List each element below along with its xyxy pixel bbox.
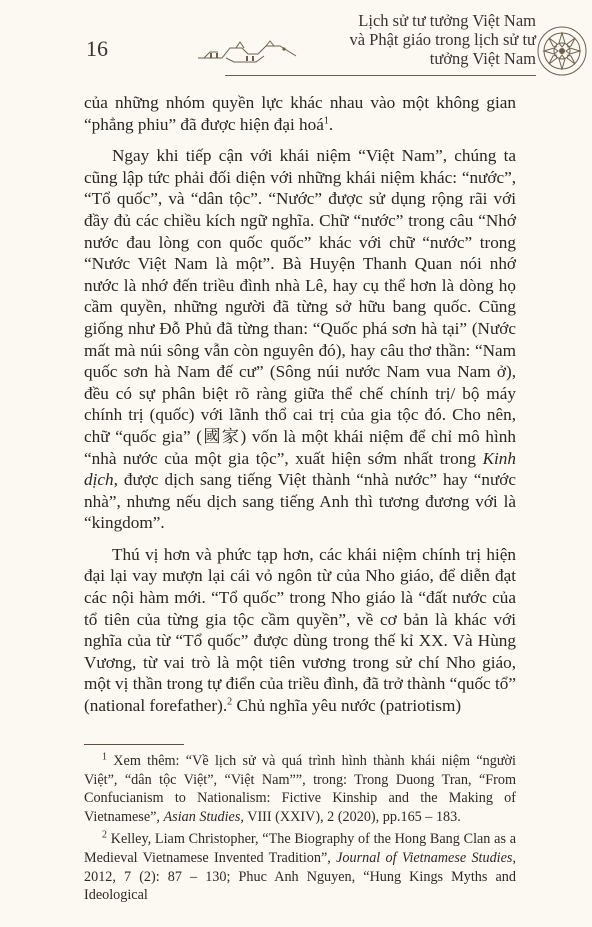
lotus-seal-icon bbox=[534, 23, 590, 79]
paragraph-3-tail: Chủ nghĩa yêu nước (patriotism) bbox=[232, 696, 462, 716]
page-number: 16 bbox=[86, 36, 108, 61]
footnote-rule bbox=[84, 744, 184, 745]
footnote-1-text: Xem thêm: “Về lịch sử và quá trình hình thành khái niệm “người Việt”, “dân tộc Việt”, “Việt Nam””, trong: Trong Duong Tran, “From Confucianism to Nationalism: Fictive Kinship and the Making of Vietnamese”, bbox=[84, 753, 516, 825]
footnote-1 bbox=[84, 752, 516, 826]
footnote-2 bbox=[84, 830, 516, 904]
paragraph-3-text: Thú vị hơn và phức tạp hơn, các khái niệm chính trị hiện đại lại vay mượn lại cái vỏ ngôn từ của Nho giáo, để diễn đạt các nội hàm mới. “Tổ quốc” trong Nho giáo là “đất nước của tổ tiên của từng gia tộc cầm quyền”, về cơ bản là khác với nghĩa của từ “Tổ quốc” được dùng trong thế kỉ XX. Và Hùng Vương, từ vai trò là một tiên vương trong sử chí Nho giáo, một vị thần trong tự điển của triều đình, đã trở thành “quốc tổ” (national forefather). bbox=[84, 544, 516, 716]
paragraph-2 bbox=[84, 145, 516, 534]
footnote-2-journal: Journal of Vietnamese Studies bbox=[336, 849, 513, 866]
paragraph-1: của những nhóm quyền lực khác nhau vào một không gian “phẳng phiu” đã được hiện đại hoá$^1$. bbox=[84, 93, 516, 134]
footnote-2-mark: 2 bbox=[102, 829, 107, 841]
running-title bbox=[316, 11, 536, 68]
footnote-1-tail: , VIII (XXIV), 2 (2020), pp.165 – 183. bbox=[240, 808, 461, 825]
page-header bbox=[0, 0, 592, 86]
paragraph-1-text: của những nhóm quyền lực khác nhau vào một không gian “phẳng phiu” đã được hiện đại hoá bbox=[84, 93, 516, 134]
paragraph-2-text-b: , được dịch sang tiếng Việt thành “nhà nước” hay “nước nhà”, nhưng nếu dịch sang tiếng Anh thì tương đương với là “kingdom”. bbox=[84, 470, 516, 533]
paragraph-2-text-a: Ngay khi tiếp cận với khái niệm “Việt Nam”, chúng ta cũng lập tức phải đối diện với những khái niệm khác: “nước”, “Tổ quốc”, và “dân tộc”. “Nước” được sử dụng rộng rãi với đầy đủ các chiều kích ngữ nghĩa. Chữ “nước” trong câu “Nhớ nước đau lòng con quốc quốc” khác với chữ “nước” trong “Nước Việt Nam là một”. Bà Huyện Thanh Quan nói nhớ nước là nhớ đến triều đình nhà Lê, hay cụ thể hơn là dòng họ cầm quyền, những người đã từng sở hữu bang quốc. Cũng giống như Đỗ Phủ đã từng than: “Quốc phá sơn hà tại” (Nước mất mà núi sông vẫn còn nguyên đó), hay câu thơ thần: “Nam quốc sơn hà Nam đế cư” (Sông núi nước Nam vua Nam ở), đều có sự phân biệt rõ ràng giữa thể chế chính trị/ bộ máy chính trị (quốc) với lãnh thổ cai trị của gia tộc đó. Cho nên, chữ “quốc gia” (國家) vốn là một khái niệm để chỉ mô hình “nhà nước của một gia tộc”, xuất hiện sớm nhất trong bbox=[84, 146, 516, 468]
book-title-kinh-dich: Kinh dịch bbox=[84, 448, 516, 490]
running-title-line-2: và Phật giáo trong lịch sử tư tưởng Việt Nam bbox=[349, 30, 536, 68]
footnote-2-tail: , 2012, 7 (2): 87 – 130; Phuc Anh Nguyen, “Hung Kings Myths and Ideological bbox=[84, 849, 516, 904]
header-rule bbox=[225, 75, 536, 76]
footnotes bbox=[84, 752, 516, 905]
footnote-ref-2[interactable]: 2 bbox=[227, 696, 233, 708]
footnote-1-journal: Asian Studies bbox=[163, 808, 241, 825]
paragraph-3 bbox=[84, 544, 516, 717]
main-text bbox=[84, 92, 516, 717]
running-title-line-1: Lịch sử tư tưởng Việt Nam bbox=[358, 11, 536, 30]
bird-ornament-icon bbox=[196, 40, 298, 64]
footnote-1-mark: 1 bbox=[102, 751, 107, 763]
footnote-2-text: Kelley, Liam Christopher, “The Biography of the Hong Bang Clan as a Medieval Vietnamese Invented Tradition”, bbox=[84, 831, 516, 866]
footnote-ref-1[interactable]: 1 bbox=[323, 114, 329, 126]
